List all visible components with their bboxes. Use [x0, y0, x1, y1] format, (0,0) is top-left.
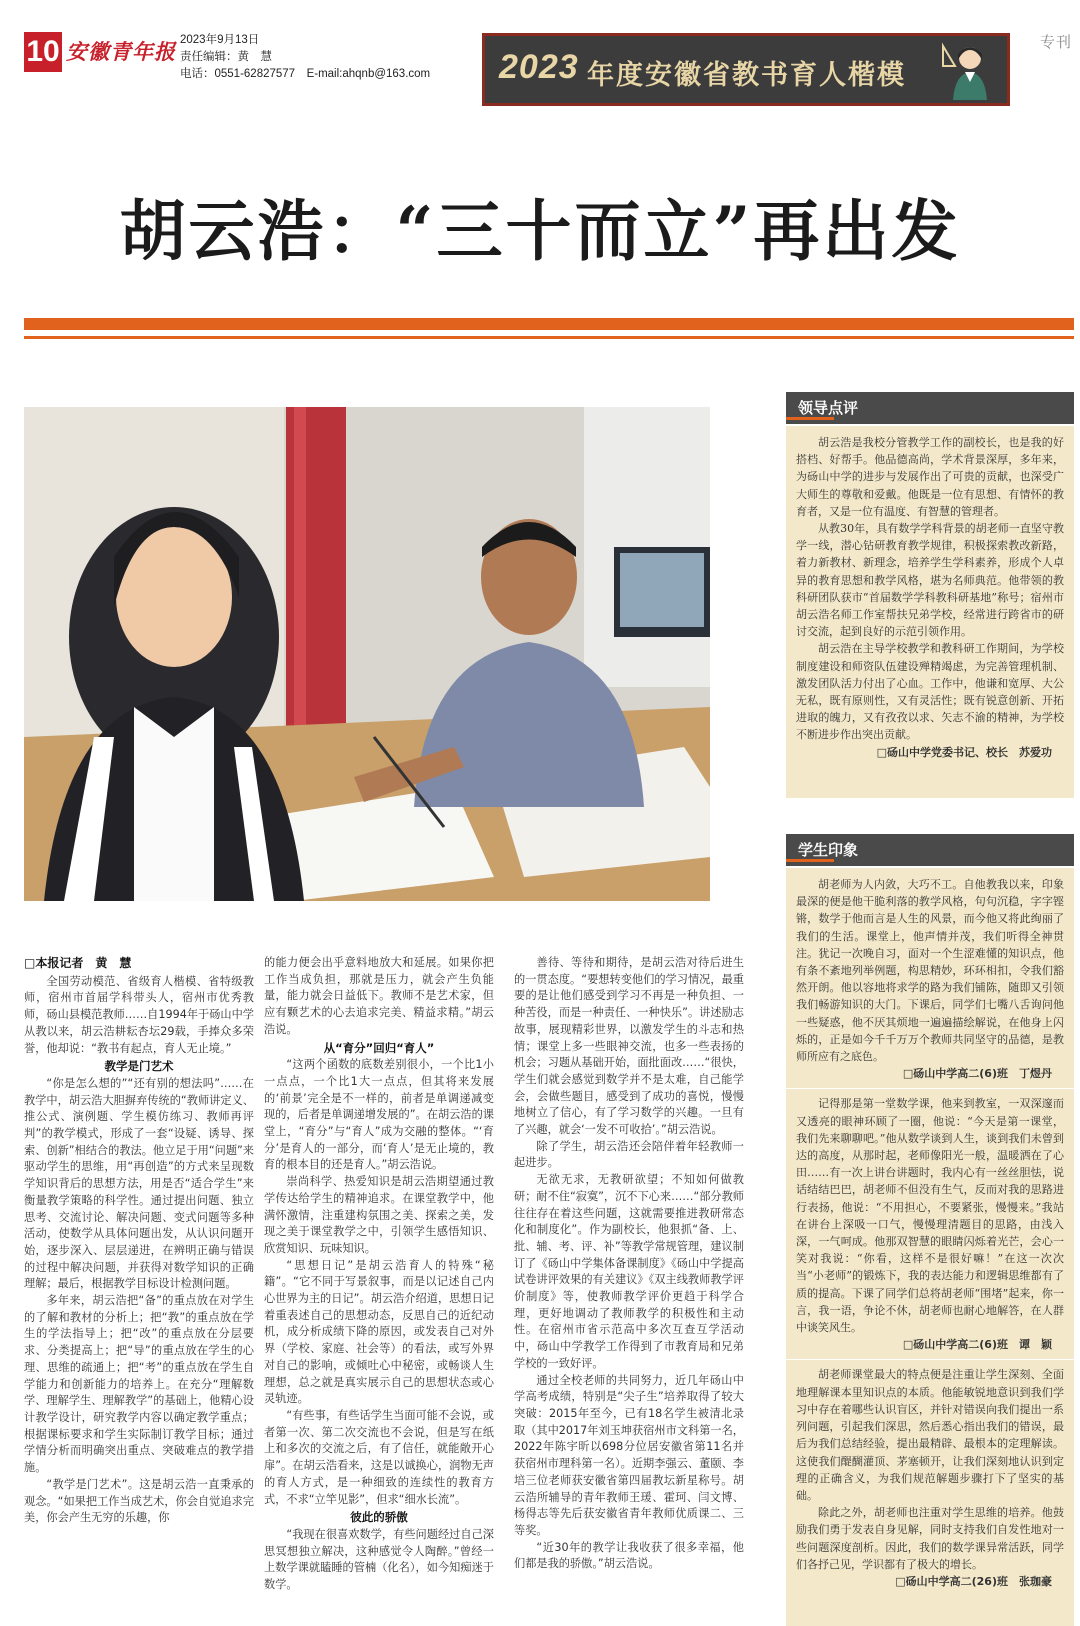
article-paragraph: 除了学生，胡云浩还会陪伴着年轻教师一起进步。: [514, 1139, 744, 1170]
article-paragraph: “你是怎么想的”“还有别的想法吗”……在教学中，胡云浩大胆摒弃传统的“教师讲定义、推公式、演例题、学生模仿练习、教师再评判”的教学模式，形成了一套“设疑、诱导、探索、创新”相结合的教法。他立足于用“问题”来驱动学生的思维，用“再创造”的方式来呈现数学知识背后的思想方法，用是否“适合学生”来衡量教学策略的科学性。通过提出问题、独立思考、交流讨论、解决问题、变式问题等多种活动，使数学从具体问题出发，从认识问题开始，逐步深入、层层递进，在辨明正确与错误的过程中解决问题，并获得对数学知识的正确理解；最后，根据教学目标设计检测问题。: [24, 1076, 254, 1291]
student-signature: □砀山中学高二(6)班 谭 颖: [902, 1338, 1052, 1352]
leader-comment-para: 胡云浩是我校分管教学工作的副校长，也是我的好搭档、好帮手。他品德高尚，学术背景深厚，多年来，为砀山中学的进步与发展作出了可贵的贡献，也深受广大师生的尊敬和爱戴。他既是一位有思想、有情怀的教育者，又是一位有温度、有智慧的管理者。: [796, 436, 1064, 518]
paper-logo: 安徽青年报: [66, 39, 176, 64]
column-tag: 专刊: [1040, 33, 1073, 51]
article-column-1: [24, 955, 254, 1626]
student-signature: □砀山中学高二(6)班 丁煜丹: [902, 1067, 1052, 1081]
leader-comment-para: 胡云浩在主导学校教学和教科研工作期间，为学校制度建设和师资队伍建设殚精竭虑，为完善管理机制、激发团队活力付出了心血。工作中，他谦和宽厚、大公无私，既有原则性，又有灵活性；既有锐意创新、开拓进取的魄力，又有孜孜以求、矢志不渝的精神，为学校不断进步作出突出贡献。: [796, 642, 1064, 742]
article-paragraph: 多年来，胡云浩把“备”的重点放在对学生的了解和教材的分析上；把“教”的重点放在学生的学法指导上；把“改”的重点放在分层要求、分类提高上；把“导”的重点放在学生的心理、思维的疏通上；把“考”的重点放在学生自学能力和创新能力的培养上。在充分“理解数学、理解学生、理解教学”的基础上，他精心设计教学设计，研究教学内容以确定教学重点；根据课标要求和学生实际制订教学目标；通过学情分析而明确突出重点、突破难点的教学措施。: [24, 1294, 254, 1475]
teacher-student-photo: [24, 407, 710, 901]
article-headline: 胡云浩：“三十而立”再出发: [119, 192, 961, 270]
contact-info: 电话：0551-62827577 E-mail:ahqnb@163.com: [180, 68, 431, 80]
student-impression-title: 学生印象: [786, 834, 1074, 866]
leader-comment-para: 从教30年，具有数学学科背景的胡老师一直坚守教学一线，潜心钻研教育教学规律，积极探索教改新路，着力新教材、新理念，培养学生学科素养，形成个人卓异的教育思想和教学风格，堪为名师典范。他带领的教科研团队获市“首届数学学科教科研基地”称号；宿州市胡云浩名师工作室帮扶兄弟学校，经常进行跨省市的研讨交流，起到良好的示范引领作用。: [796, 522, 1064, 639]
issue-date: 2023年9月13日: [180, 34, 260, 46]
student-impression-text: 胡老师课堂最大的特点便是注重让学生深刻、全面地理解课本里知识点的本质。他能敏锐地意识到我们学习中存在着哪些认识盲区，并针对错误向我们提出一系列问题，引起我们深思，然后悉心指出我们的错误，最后为我们总结经验，提出最精辟、最根本的定理解读。这使我们醍醐灌顶、茅塞顿开，让我们深刻地认识到定理的正确含义，为我们规范解题步骤打下了坚实的基础。: [796, 1368, 1064, 1502]
article-paragraph: 通过全校老师的共同努力，近几年砀山中学高考成绩，特别是“尖子生”培养取得了较大突破：2015年至今，已有18名学生被清北录取（其中2017年刘玉坤获宿州市文科第一名，2022年陈宇昕以698分位居安徽省第11名并获宿州市理科第一名）。近期李强云、董颐、李培三位老师获安徽省第四届教坛新星称号。胡云浩所辅导的青年教师王瑗、霍珂、闫文博、杨得志等先后获安徽省青年教师优质课二、三等奖。: [514, 1373, 744, 1537]
article-paragraph: “这两个函数的底数差别很小，一个比1小一点点，一个比1大一点点，但其将来发展的‘前景’完全是不一样的，前者是单调递减变现的，后者是单调递增发展的”。在胡云浩的课堂上，“育分”与“育人”成为交融的整体。“‘育分’是育人的一部分，而‘育人’是无止境的，教育的根本目的还是育人。”胡云浩说。: [264, 1058, 494, 1172]
section-heading: 彼此的骄傲: [350, 1510, 408, 1525]
leader-signature: □砀山中学党委书记、校长 苏爱功: [876, 745, 1052, 759]
student-impression-text: 除此之外，胡老师也注重对学生思维的培养。他鼓励我们勇于发表自身见解，同时支持我们自发性地对一些问题深度剖析。因此，我们的数学课异常活跃，同学们各抒己见，学识都有了极大的增长。: [796, 1506, 1064, 1571]
student-impression-text: 胡老师为人内敛，大巧不工。自他教我以来，印象最深的便是他干脆利落的教学风格，句句沉稳，字字铿锵，数学于他而言是人生的风景，而今他又将此绚丽了我们的生活。课堂上，他声情并茂，我们听得全神贯注。犹记一次晚自习，面对一个生涩难懂的知识点，他有条不紊地列举例题，构思精妙，环环相扣，令我们豁然开朗。他以容地将求学的路为我们铺陈，随即又引领我们畅游知识的大门。下课后，同学们七嘴八舌询问他一些疑惑，他不厌其烦地一遍遍描绘解说，在他身上闪烁的，正是如今千千万万个教师共同坚守的品德，是教师所应有之底色。: [796, 878, 1064, 1064]
banner-title: 年度安徽省教书育人楷模: [587, 60, 906, 91]
article-paragraph: 全国劳动模范、省级育人楷模、省特级教师，宿州市首届学科带头人，宿州市优秀教师，砀山县模范教师……自1994年于砀山中学从教以来，胡云浩耕耘杏坛29载，手捧众多荣誉，他却说：“教书有起点，育人无止境。”: [24, 974, 254, 1055]
section-heading: 教学是门艺术: [104, 1059, 174, 1074]
editor-credit: 责任编辑：黄 慧: [180, 51, 272, 63]
article-paragraph: 善待、等待和期待，是胡云浩对待后进生的一贯态度。“要想转变他们的学习情况，最重要的是让他们感受到学习不再是一种负担、一种苦役，而是一种责任、一种快乐”。讲述励志故事，展现精彩世界，以激发学生的斗志和热情；课堂上多一些眼神交流，也多一些表扬的机会；习题从基础开始，面批面改……“很快，学生们就会感觉到数学并不是太难，自己能学会，会做些题目，感受到了成功的喜悦，慢慢地树立了信心，有了学习数学的兴趣。一旦有了兴趣，就会‘一发不可收拾’。”胡云浩说。: [514, 956, 744, 1137]
leader-comment-box: [786, 426, 1074, 798]
header-info: [180, 32, 430, 83]
byline: □本报记者 黄 慧: [24, 956, 132, 970]
article-paragraph: 无欲无求，无教研欲望；不知如何做教研；耐不住“寂寞”，沉不下心来……“部分教师往往存在着这些问题，这就需要推进教研常态化和制度化”。作为副校长，他狠抓“备、上、批、辅、考、评、补”等教学常规管理，建议制订了《砀山中学集体备课制度》《砀山中学提高试卷讲评效果的有关建议》《双主线教师教学评价制度》等，使教师教学评价更趋于科学合理，更好地调动了教师教学的积极性和主动性。在宿州市省示范高中多次互查互学活动中，砀山中学教学工作得到了市教育局和兄弟学校的一致好评。: [514, 1173, 744, 1370]
student-impression-text: 记得那是第一堂数学课，他来到教室，一双深邃而又透亮的眼神环顾了一圈，他说：“今天是第一课堂，我们先来聊聊吧。”他从数学谈到人生，谈到我们未曾到达的高度，从那时起，老师像阳光一般，温暖洒在了心田……有一次上讲台讲题时，我内心有一丝丝胆怯，说话结结巴巴，胡老师不但没有生气，反而对我的思路进行表扬，他说：“不用担心，不要紧张，慢慢来。”我站在讲台上深吸一口气，慢慢理清题目的思路，由浅入深，一气呵成。他那双智慧的眼睛闪烁着光芒，会心一笑对我说：“你看，这样不是很好嘛！”在这一次次当“小老师”的锻炼下，我的表达能力和逻辑思维都有了质的提高。下课了同学们总将胡老师“围堵”起来，你一言，我一语，争论不休，胡老师也耐心地解答，在人群中谈笑风生。: [796, 1097, 1064, 1335]
article-paragraph: “教学是门艺术”。这是胡云浩一直秉承的观念。“如果把工作当成艺术，你会自觉追求完美，你会产生无穷的乐趣，你: [24, 1477, 254, 1525]
student-impression-box: [786, 868, 1074, 1626]
student-signature: □砀山中学高二(26)班 张珈豪: [895, 1574, 1052, 1588]
impression-divider: [786, 1088, 1074, 1089]
article-paragraph: 崇尚科学、热爱知识是胡云浩期望通过教学传达给学生的精神追求。在课堂教学中，他满怀激情，注重建构氛围之美、探索之美，发现之美于课堂教学之中，引领学生感悟知识、欣赏知识、玩味知识。: [264, 1175, 494, 1255]
article-paragraph: 的能力便会出乎意料地放大和延展。如果你把工作当成负担，那就是压力，就会产生负能量，能力就会日益低下。教师不是艺术家，但应有颗艺术的心去追求完美、精益求精。”胡云浩说。: [264, 956, 494, 1036]
headline-rule: [24, 318, 1074, 330]
article-column-2: [264, 955, 494, 1626]
article-paragraph: “有些事，有些话学生当面可能不会说，或者第一次、第二次交流也不会说，但是写在纸上和多次的交流之后，有了信任，就能敞开心扉”。在胡云浩看来，这是以诚换心，润物无声的育人方式，是一种细致的连续性的教育方式，不求“立竿见影”，但求“细水长流”。: [264, 1408, 494, 1506]
masthead: [24, 32, 174, 72]
leader-comment-title: 领导点评: [786, 392, 1074, 424]
teacher-illustration-icon: [941, 40, 999, 100]
article-column-3: [514, 955, 744, 1626]
headline-rule-thin: [24, 336, 1074, 339]
impression-divider: [786, 1359, 1074, 1360]
article-paragraph: “我现在很喜欢数学，有些问题经过自己深思冥想独立解决，这种感觉令人陶醉。”曾经一上数学课就瞌睡的管楠（化名），如今知痴迷于数学。: [264, 1527, 494, 1592]
section-heading: 从“育分”回归“育人”: [323, 1040, 435, 1055]
article-paragraph: “近30年的教学让我收获了很多幸福，他们都是我的骄傲。”胡云浩说。: [514, 1540, 744, 1571]
page-number: 10: [24, 32, 62, 72]
award-banner: [482, 33, 1010, 106]
banner-year: 2023: [499, 48, 579, 86]
article-paragraph: “思想日记”是胡云浩育人的特殊“秘籍”。“它不同于写景叙事，而是以记述自己内心世界为主的日记”。胡云浩介绍道，思想日记着重表述自己的思想动态，反思自己的近纪动机，成分析成绩下降的原因，或发表自己对外界（学校、家庭、社会等）的看法，或写外界对自己的影响，或倾吐心中秘密，或畅谈人生理想，总之就是真实展示自己的思想状态或心灵轨迹。: [264, 1258, 494, 1406]
